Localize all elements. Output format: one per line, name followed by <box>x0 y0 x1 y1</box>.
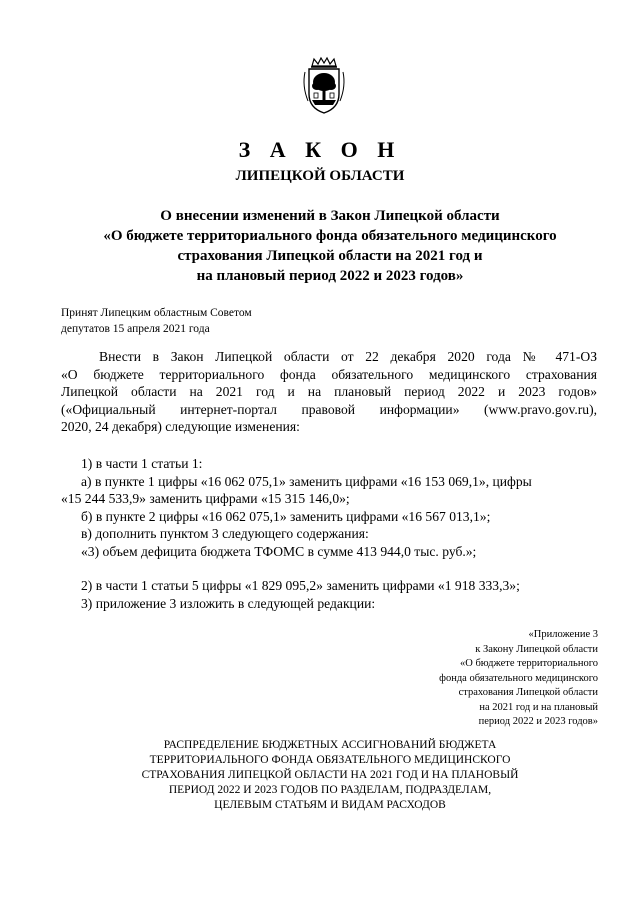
heading-line: страхования Липецкой области на 2021 год и <box>177 248 483 264</box>
caption-line: ТЕРРИТОРИАЛЬНОГО ФОНДА ОБЯЗАТЕЛЬНОГО МЕДИЦИНСКОГО <box>149 754 511 766</box>
adoption-line: Принят Липецким областным Советом <box>61 307 252 319</box>
appendix-line: период 2022 и 2023 годов» <box>478 716 598 727</box>
coat-of-arms-icon <box>300 56 348 116</box>
appendix-line: фонда обязательного медицинского <box>439 672 598 684</box>
intro-line: 2020, 24 декабря) следующие изменения: <box>61 419 300 434</box>
adoption-line: депутатов 15 апреля 2021 года <box>61 323 210 335</box>
heading-line: «О бюджете территориального фонда обязательного медицинского <box>103 228 557 244</box>
law-region: ЛИПЕЦКОЙ ОБЛАСТИ <box>235 168 405 184</box>
law-title: З А К О Н <box>238 137 402 162</box>
appendix-line: «Приложение 3 <box>528 629 598 640</box>
appendix-line: страхования Липецкой области <box>458 687 598 698</box>
appendix-line: «О бюджете территориального <box>460 658 598 669</box>
item1-v-quote: «3) объем дефицита бюджета ТФОМС в сумме 413 944,0 тыс. руб.»; <box>81 543 477 559</box>
caption-line: РАСПРЕДЕЛЕНИЕ БЮДЖЕТНЫХ АССИГНОВАНИЙ БЮДЖЕТА <box>163 739 497 751</box>
item1-a-line: «15 244 533,9» заменить цифрами «15 315 146,0»; <box>61 491 350 506</box>
adoption-note <box>61 305 252 337</box>
item3: 3) приложение 3 изложить в следующей редакции: <box>81 595 376 611</box>
law-heading <box>40 206 620 286</box>
item1-v: в) дополнить пунктом 3 следующего содержания: <box>81 526 369 541</box>
item1-heading: 1) в части 1 статьи 1: <box>81 456 203 471</box>
appendix-note <box>439 628 598 730</box>
intro-line: («Официальный интернет-портал правовой информации» (www.pravo.gov.ru), <box>61 401 597 417</box>
caption-line: ЦЕЛЕВЫМ СТАТЬЯМ И ВИДАМ РАСХОДОВ <box>214 799 446 811</box>
heading-line: на плановый период 2022 и 2023 годов» <box>196 268 464 284</box>
intro-paragraph <box>61 348 597 436</box>
caption-line: СТРАХОВАНИЯ ЛИПЕЦКОЙ ОБЛАСТИ НА 2021 ГОД И НА ПЛАНОВЫЙ <box>141 769 519 781</box>
intro-line: Внести в Закон Липецкой области от 22 декабря 2020 года № 471-ОЗ <box>99 349 597 364</box>
appendix-line: к Закону Липецкой области <box>475 643 598 655</box>
item2: 2) в части 1 статьи 5 цифры «1 829 095,2» заменить цифрами «1 918 333,3»; <box>81 578 520 593</box>
table-caption <box>40 738 620 813</box>
caption-line: ПЕРИОД 2022 И 2023 ГОДОВ ПО РАЗДЕЛАМ, ПОДРАЗДЕЛАМ, <box>168 784 492 796</box>
amendments-list <box>61 455 597 612</box>
heading-line: О внесении изменений в Закон Липецкой области <box>160 208 500 224</box>
spacer <box>61 560 597 577</box>
item1-a-line: а) в пункте 1 цифры «16 062 075,1» заменить цифрами «16 153 069,1», цифры <box>81 473 532 489</box>
item1-b: б) в пункте 2 цифры «16 062 075,1» заменить цифрами «16 567 013,1»; <box>81 508 491 524</box>
intro-line: «О бюджете территориального фонда обязательного медицинского страхования <box>61 366 597 382</box>
intro-line: Липецкой области на 2021 год и на плановый период 2022 и 2023 годов» <box>61 384 597 399</box>
appendix-line: на 2021 год и на плановый <box>479 701 598 713</box>
